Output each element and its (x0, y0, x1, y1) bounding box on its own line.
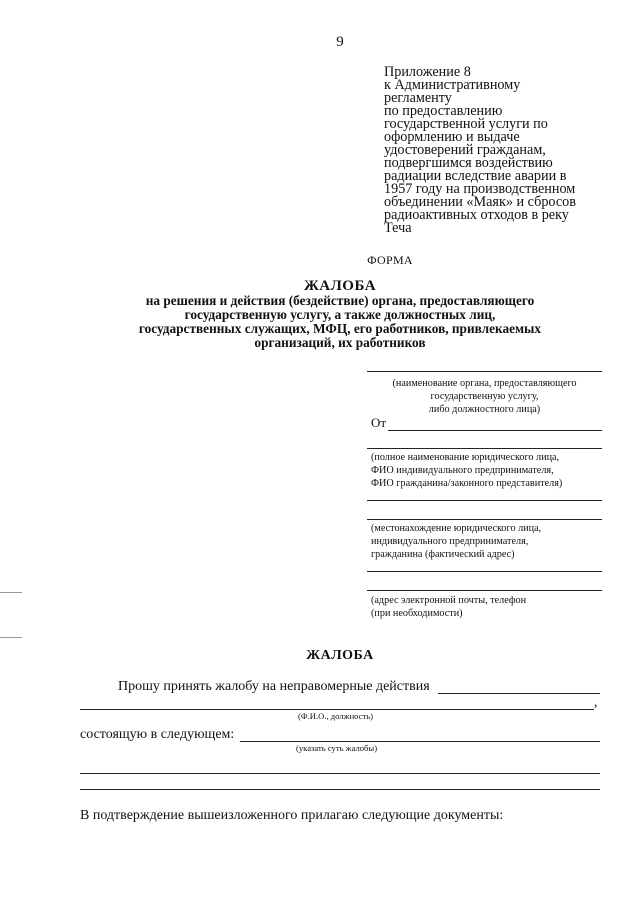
from-line[interactable] (388, 430, 602, 431)
applicant-caption: (полное наименование юридического лица, ФИО индивидуального предпринимателя, ФИО гражданина/законного представителя) (371, 452, 563, 489)
annex-line: подвергшимся воздействию (384, 155, 553, 171)
location-caption: (местонахождение юридического лица, индивидуального предпринимателя, гражданина (фактический адрес) (371, 523, 542, 560)
annex-line: к Административному (384, 77, 521, 93)
margin-mark (0, 592, 22, 593)
annex-line: 1957 году на производственном (384, 181, 576, 197)
annex-line: радиации вследствие аварии в (384, 168, 567, 184)
annex-line: Теча (384, 220, 412, 236)
form-label: ФОРМА (367, 253, 413, 267)
annex-line: удостоверений гражданам, (384, 142, 546, 158)
applicant-line[interactable] (367, 448, 602, 449)
title-line: организаций, их работников (254, 335, 426, 350)
attachments-text: В подтверждение вышеизложенного прилагаю следующие документы: (80, 808, 504, 823)
comma: , (594, 695, 598, 710)
essence-caption: (указать суть жалобы) (296, 743, 378, 753)
request-text: Прошу принять жалобу на неправомерные действия (118, 679, 430, 694)
essence-line[interactable] (240, 741, 600, 742)
annex-line: оформлению и выдаче (384, 129, 520, 145)
consisting-text: состоящую в следующем: (80, 727, 235, 742)
location-line-2[interactable] (367, 571, 602, 572)
contact-caption: (адрес электронной почты, телефон (при необходимости) (371, 595, 527, 619)
title-main: ЖАЛОБА (303, 278, 377, 294)
essence-line-2[interactable] (80, 773, 600, 774)
annex-line: радиоактивных отходов в реку (384, 207, 569, 223)
margin-mark (0, 637, 22, 638)
annex-line: по предоставлению (384, 103, 503, 119)
from-label: От (371, 415, 387, 430)
fio-line[interactable] (80, 709, 594, 710)
complaint-heading: ЖАЛОБА (306, 648, 374, 663)
organ-caption: (наименование органа, предоставляющего государственную услугу, либо должностного лица) (392, 378, 577, 415)
annex-block (384, 66, 614, 235)
contact-line[interactable] (367, 590, 602, 591)
annex-line: объединении «Маяк» и сбросов (384, 194, 576, 210)
document-title (40, 279, 640, 350)
organ-name-line[interactable] (367, 371, 602, 372)
applicant-line-2[interactable] (367, 500, 602, 501)
title-line: государственную услугу, а также должностных лиц, (184, 307, 496, 322)
annex-line: государственной услуги по (384, 116, 548, 132)
location-line[interactable] (367, 519, 602, 520)
annex-line: Приложение 8 (384, 64, 471, 80)
request-line[interactable] (438, 693, 600, 694)
page-number: 9 (336, 34, 344, 50)
title-line: государственных служащих, МФЦ, его работников, привлекаемых (138, 321, 542, 336)
annex-line: регламенту (384, 90, 452, 106)
fio-caption: (Ф.И.О., должность) (298, 711, 374, 721)
title-line: на решения и действия (бездействие) органа, предоставляющего (145, 293, 535, 308)
essence-line-3[interactable] (80, 789, 600, 790)
